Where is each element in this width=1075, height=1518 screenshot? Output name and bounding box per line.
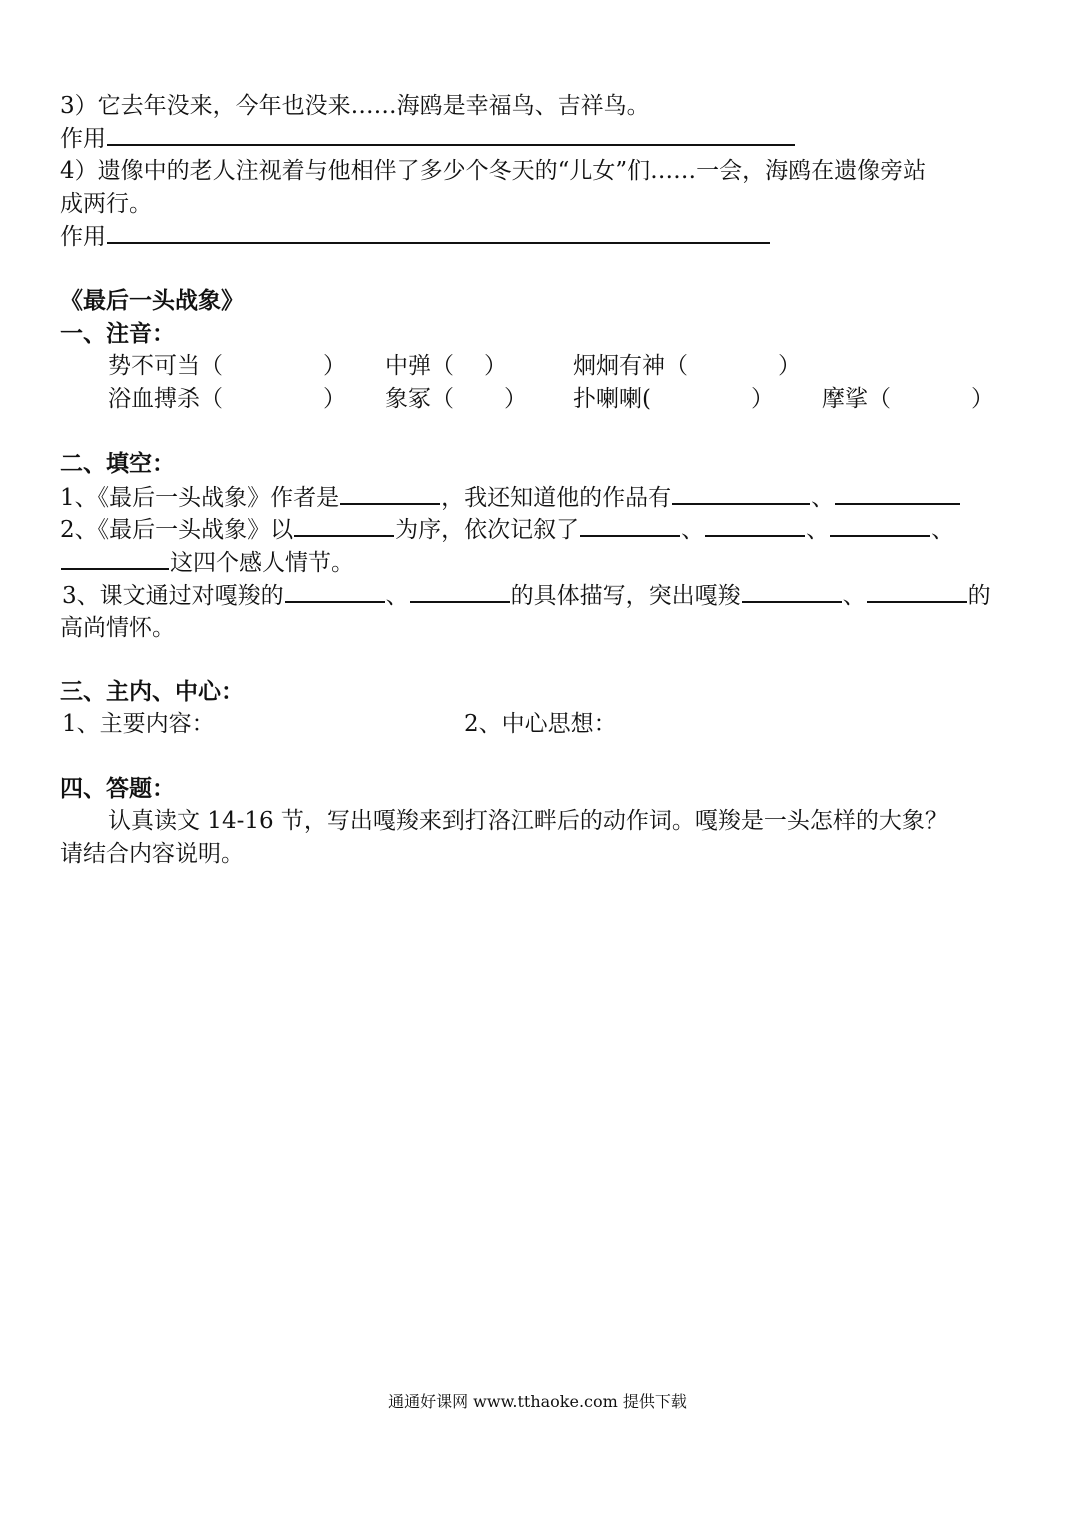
pinyin-item-2: [385, 350, 507, 382]
pinyin-close: ）: [504, 386, 527, 412]
q3-text: 3）它去年没来，今年也没来……海鸥是幸福鸟、吉祥鸟。: [60, 93, 650, 119]
question-line1: 认真读文 14-16 节，写出嘎羧来到打洛江畔后的动作词。嘎羧是一头怎样的大象？: [108, 808, 948, 834]
separator: 、: [931, 517, 955, 543]
pinyin-word: 势不可当（: [108, 353, 223, 379]
fill-q3-text-3: 的: [967, 583, 991, 609]
pinyin-word: 象冢（: [385, 386, 454, 412]
fill-q1-blank-work2[interactable]: [835, 481, 960, 505]
fill-q3-text-2: 的具体描写，突出嘎羧: [510, 583, 741, 609]
q4-text-line1: 4）遗像中的老人注视着与他相伴了多少个冬天的“儿女”们……一会，海鸥在遗像旁站: [60, 158, 927, 184]
fill-q3-blank-2[interactable]: [410, 579, 510, 603]
q4-label: 作用: [60, 224, 106, 250]
pinyin-item-1: [108, 350, 346, 382]
footer-credit: 通通好课网 www.tthaoke.com 提供下载: [388, 1392, 687, 1411]
fill-q2: [60, 513, 954, 546]
fill-q1-text-2: ，我还知道他的作品有: [441, 485, 672, 511]
pinyin-item-4: [108, 383, 346, 415]
q4-text-line2: 成两行。: [60, 191, 152, 217]
pinyin-item-7: [822, 383, 994, 415]
fill-q3-text: 3、课文通过对嘎羧的: [62, 583, 284, 609]
pinyin-close: ）: [750, 386, 774, 412]
question-line2: 请结合内容说明。: [60, 841, 244, 867]
pinyin-close: ）: [323, 353, 346, 379]
fill-q1-blank-author[interactable]: [340, 481, 440, 505]
fill-q2-text: 2、《最后一头战象》以: [60, 517, 294, 543]
pinyin-item-3: [573, 350, 801, 382]
fill-q2-text-2: 为序，依次记叙了: [395, 517, 580, 543]
separator: 、: [681, 517, 705, 543]
pinyin-word: 浴血搏杀（: [108, 386, 223, 412]
fill-q3-blank-3[interactable]: [742, 579, 842, 603]
fill-q1-blank-work1[interactable]: [672, 481, 810, 505]
q3-label: 作用: [60, 126, 106, 152]
q3-answer-blank[interactable]: [107, 122, 795, 146]
pinyin-close: ）: [971, 386, 994, 412]
section2-heading: 二、填空：: [60, 451, 175, 477]
fill-q2-line2: [60, 546, 354, 579]
pinyin-close: ）: [323, 386, 346, 412]
fill-q1-text: 1、《最后一头战象》作者是: [60, 485, 340, 511]
pinyin-word: 中弹（: [385, 353, 454, 379]
fill-q2-blank-1[interactable]: [580, 513, 680, 537]
q4-answer-blank[interactable]: [107, 220, 770, 244]
section3-heading: 三、主内、中心：: [60, 679, 244, 705]
central-idea-label: 2、中心思想：: [464, 711, 617, 737]
separator: 、: [806, 517, 830, 543]
pinyin-item-6: [573, 383, 774, 415]
fill-q3-line2: 高尚情怀。: [60, 615, 175, 641]
pinyin-word: 炯炯有神（: [573, 353, 688, 379]
separator: 、: [385, 583, 409, 609]
lesson-title: 《最后一头战象》: [60, 288, 244, 314]
fill-q3: [62, 579, 991, 612]
fill-q2-blank-2[interactable]: [705, 513, 805, 537]
fill-q2-blank-3[interactable]: [830, 513, 930, 537]
section1-heading: 一、注音：: [60, 321, 175, 347]
q3-answer-row: [60, 122, 796, 155]
fill-q3-blank-4[interactable]: [867, 579, 967, 603]
q4-answer-row: [60, 220, 771, 253]
pinyin-word: 扑喇喇(: [573, 386, 651, 412]
separator: 、: [811, 485, 835, 511]
separator: 、: [842, 583, 866, 609]
main-content-label: 1、主要内容：: [62, 711, 215, 737]
fill-q1: [60, 481, 961, 514]
fill-q3-blank-1[interactable]: [285, 579, 385, 603]
fill-q2-blank-4[interactable]: [61, 546, 169, 570]
fill-q2-end: 这四个感人情节。: [170, 550, 354, 576]
section4-heading: 四、答题：: [60, 776, 175, 802]
pinyin-close: ）: [778, 353, 801, 379]
pinyin-close: ）: [484, 353, 507, 379]
fill-q2-blank-order[interactable]: [294, 513, 394, 537]
pinyin-word: 摩挲（: [822, 386, 891, 412]
pinyin-item-5: [385, 383, 527, 415]
